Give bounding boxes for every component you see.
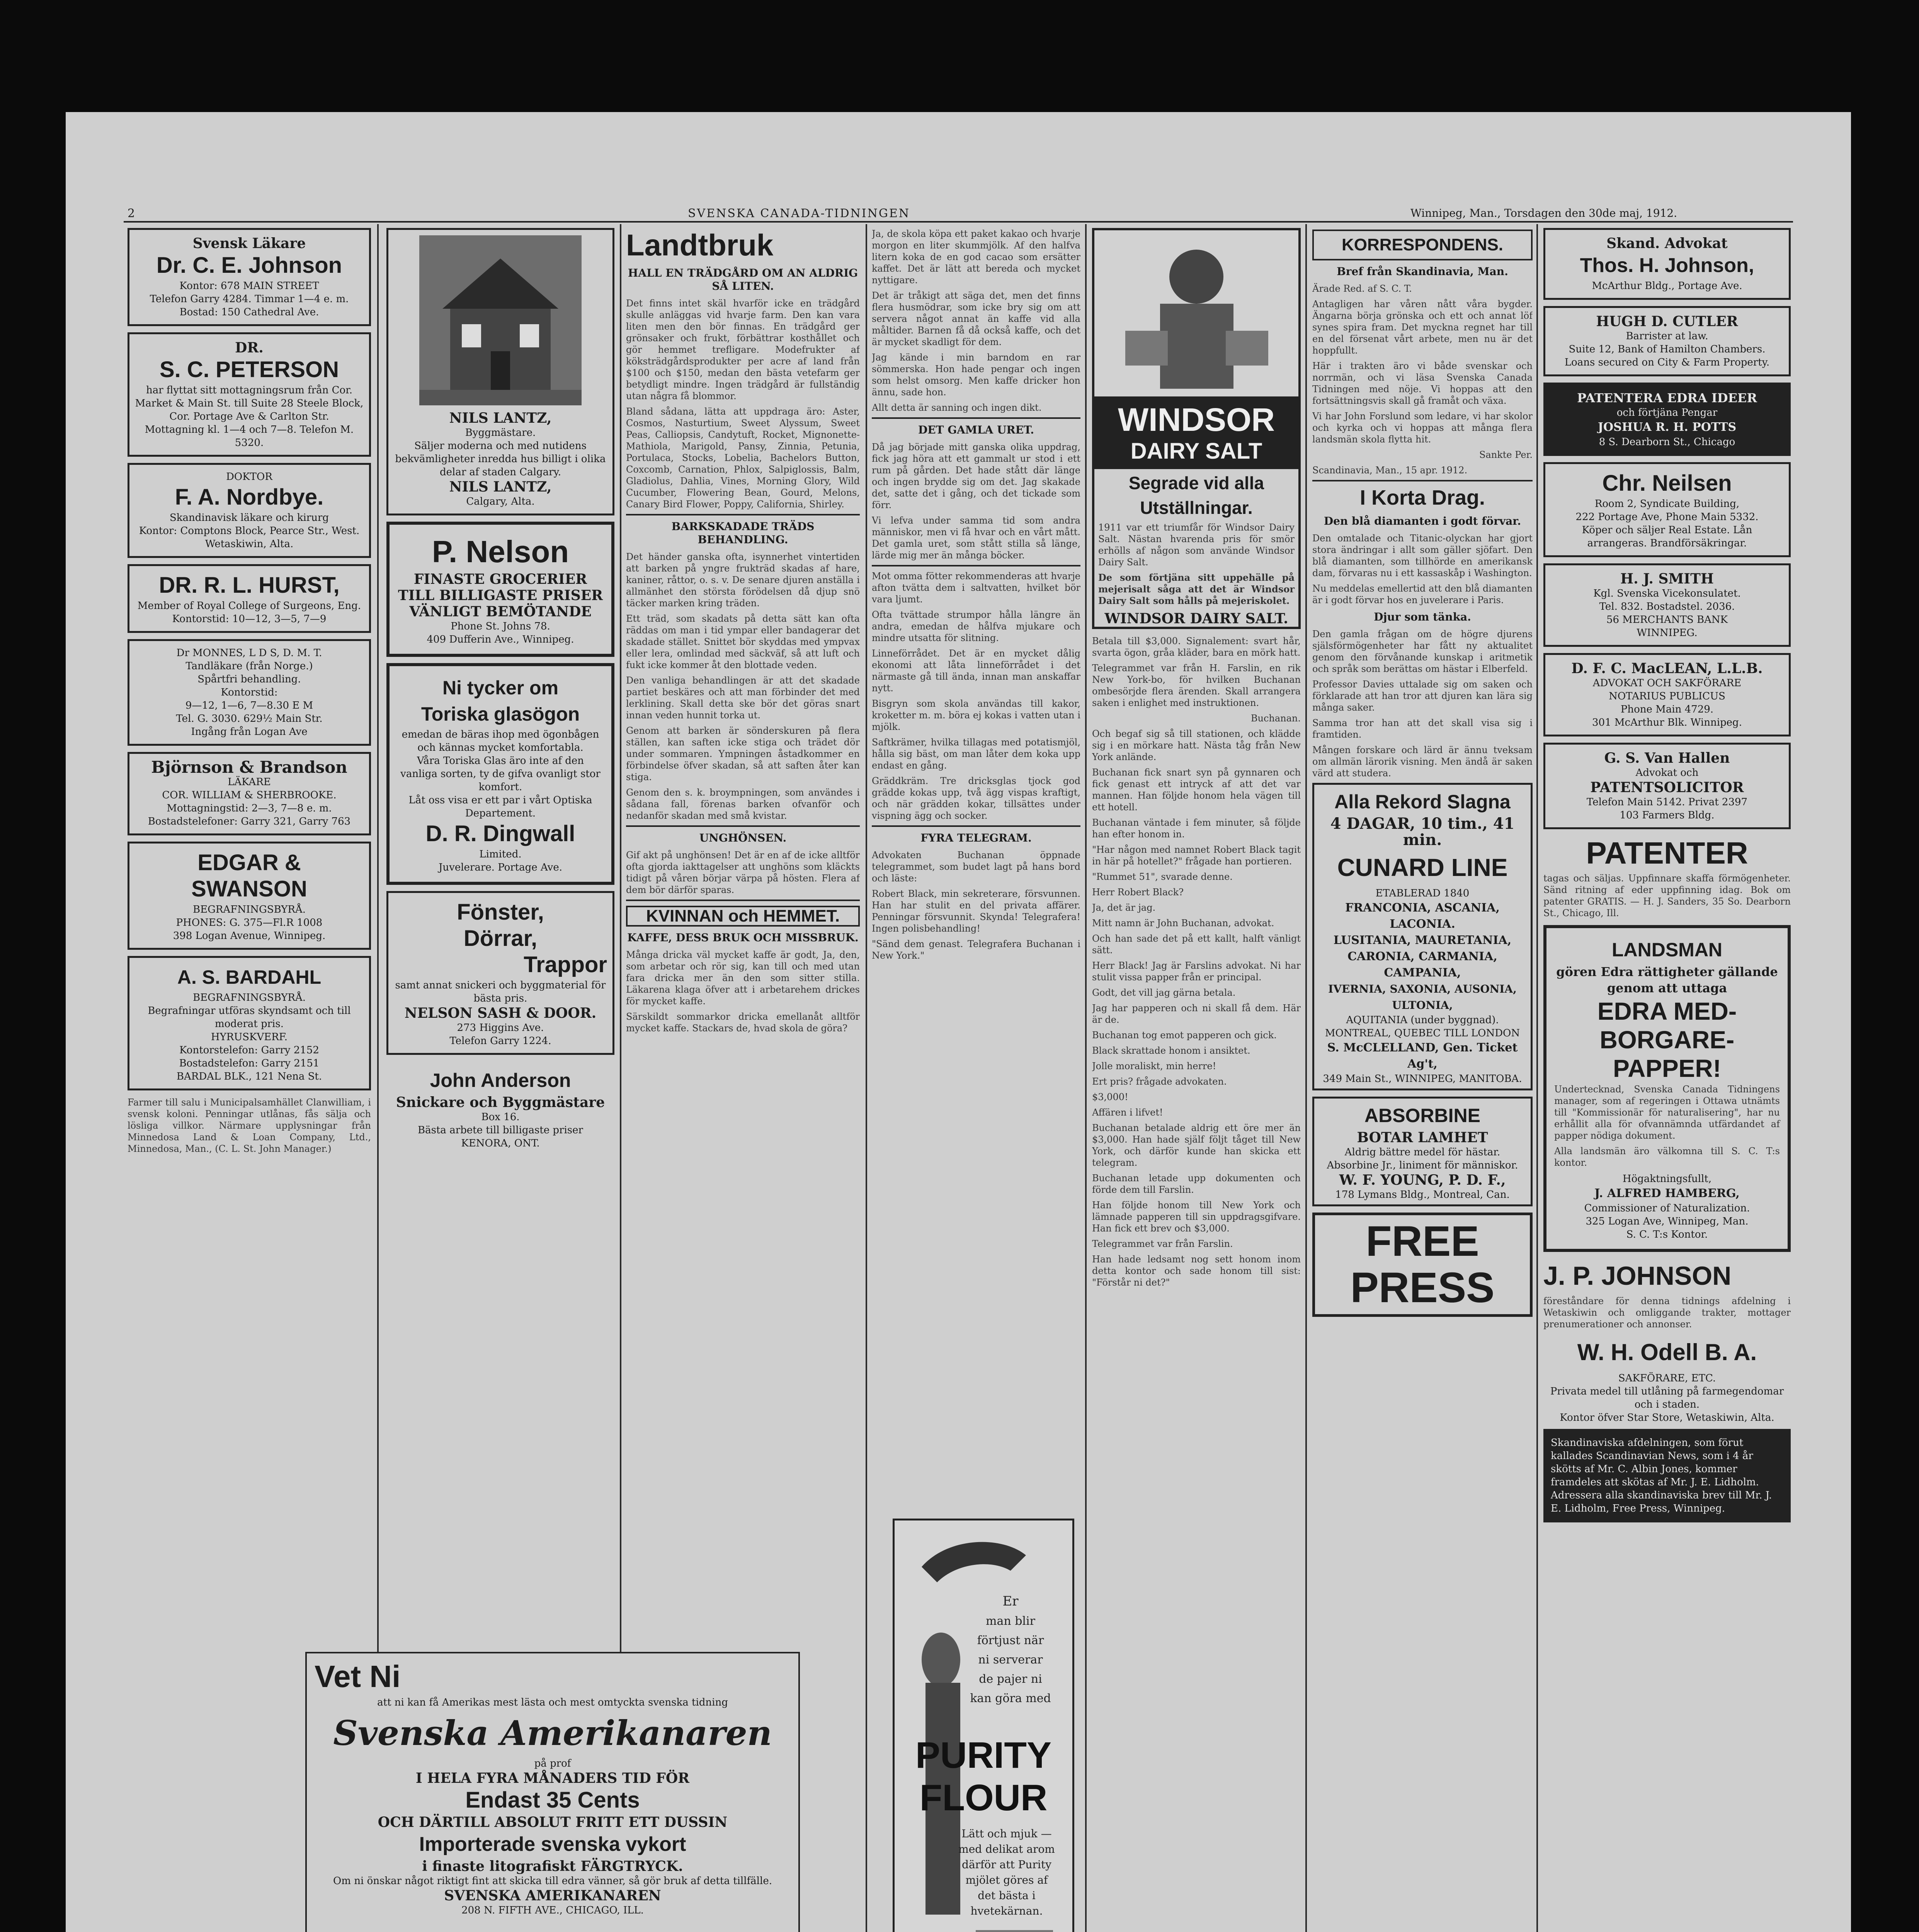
svg-text:hvetekärnan.: hvetekärnan. xyxy=(970,1905,1043,1917)
svg-text:Er: Er xyxy=(1002,1594,1019,1609)
ad-dingwall: Ni tycker om Toriska glasögon emedan de bäras ihop med ögonbågen och kännas mycket komfortabla. Våra Toriska Glas äro inte af den vanliga sorten, ty de gifva ovanligt stor komfort. Låt oss visa er ett par i vårt Optiska Departement. D. R. Dingwall Limited. Juvelerare. Portage Ave. xyxy=(386,663,614,885)
windsor-illustration xyxy=(1094,230,1298,396)
column-6: KORRESPONDENS. Bref från Skandinavia, Man. Ärade Red. af S. C. T. Antagligen har våren nått våra bygder. Ängarna börja grönska och ett och annat löf synes spira fram. Det myckna regnet har till en del försenat vårt arbete, men nu är det hoppfullt. Här i trakten äro vi både svenskar och norrmän, och vi läsa Svenska Canada Tidningen med nöje. Vi hoppas att den fortsättningsvis skall gå framåt och växa. Vi har John Forslund som ledare, vi har skolor och kyrka och vi hoppas att många flera landsmän skola flytta hit. Sankte Per. Scandinavia, Man., 15 apr. 1912. I Korta Drag. Den blå diamanten i godt förvar. Den omtalade och Titanic-olyckan har gjort stora ändringar i allt som gäller sjöfart. Den blå diamanten, som tillhörde en amerikansk dam, förvaras nu i ett kassaskåp i Washington. Nu meddelas emellertid att den blå diamanten är i godt förvar hos en juvelerare i Paris. Djur som tänka. Den gamla frågan om de högre djurens själsförmögenheter har fått ny aktualitet genom den förvånande kunskap i aritmetik och språk som berättas om hästar i Elberfeld. Professor Davies uttalade sig om saken och förklarade att han tror att djuren kan lära sig många saker. Samma tror han att det skall visa sig i framtiden. Mången forskare och lärd är ännu tveksam om allmän lärorik visning. Men ändå är saken värd att studera. Alla Rekord Slagna 4 DAGAR, 10 tim., 41 min. CUNARD LINE ETABLERAD 1840 FRANCONIA, ASCANIA, LACONIA. LUSITANIA, MAURETANIA, CARONIA, CARMANIA, CAMPANIA, IVERNIA, SAXONIA, AUSONIA, ULTONIA, AQUITANIA (under byggnad). MONTREAL, QUEBEC TILL LONDON S. McCLELLAND, Gen. Ticket Ag't, 349 Main St., WINNIPEG, MANITOBA. ABSORBINE BOTAR LAMHET Aldrig bättre medel för hästar. Absorbine Jr., liniment för människor. W. F. YOUNG, P. D. F., 178 Lymans Bldg., Montreal, Can. FREE PRESS xyxy=(1312,228,1533,1932)
ad-bjornson-brandson: Björnson & Brandson LÄKARE COR. WILLIAM & SHERBROOKE. Mottagningstid: 2—3, 7—8 e. m. Bostadstelefoner: Garry 321, Garry 763 xyxy=(128,752,371,835)
ad-svenska-amerikanaren: Vet Ni att ni kan få Amerikas mest lästa och mest omtyckta svenska tidning Svenska Amerikanaren på prof I HELA FYRA MÅNADERS TID FÖR Endast 35 Cents OCH DÄRTILL ABSOLUT FRITT ETT DUSSIN Importerade svenska vykort i finaste litografiskt FÄRGTRYCK. Om ni önskar något riktigt fint att skicka till edra vänner, så gör bruk af detta tillfälle. SVENSKA AMERIKANAREN 208 N. FIFTH AVE., CHICAGO, ILL. xyxy=(305,1652,800,1932)
svg-text:Lätt och mjuk —: Lätt och mjuk — xyxy=(961,1827,1052,1840)
ad-johnson-doctor: Svensk Läkare Dr. C. E. Johnson Kontor: 678 MAIN STREET Telefon Garry 4284. Timmar 1—4 e. m. Bostad: 150 Cathedral Ave. xyxy=(128,228,371,326)
house-illustration xyxy=(419,235,582,405)
ad-john-anderson: John Anderson Snickare och Byggmästare Box 16. Bästa arbete till billigaste priser KENORA, ONT. xyxy=(396,1070,605,1149)
ad-hurst: DR. R. L. HURST, Member of Royal College of Surgeons, Eng. Kontorstid: 10—12, 3—5, 7—9 xyxy=(128,564,371,633)
svg-text:ni serverar: ni serverar xyxy=(978,1653,1043,1667)
ad-monnes-dentist: Dr MONNES, L D S, D. M. T. Tandläkare (från Norge.) Spårtfri behandling. Kontorstid: 9—12, 1—6, 7—8.30 E M Tel. G. 3030. 629½ Main Str. Ingång från Logan Ave xyxy=(128,639,371,746)
ad-potts-patents: PATENTERA EDRA IDEER och förtjäna Pengar JOSHUA R. H. POTTS 8 S. Dearborn St., Chicago xyxy=(1543,383,1791,456)
svg-text:mjölet göres af: mjölet göres af xyxy=(965,1874,1048,1886)
ad-absorbine: ABSORBINE BOTAR LAMHET Aldrig bättre medel för hästar. Absorbine Jr., liniment för människor. W. F. YOUNG, P. D. F., 178 Lymans Bldg., Montreal, Can. xyxy=(1312,1097,1533,1206)
ad-smith-consulate: H. J. SMITH Kgl. Svenska Vicekonsulatet. Tel. 832. Bostadstel. 2036. 56 MERCHANTS BANK WINNIPEG. xyxy=(1543,563,1791,647)
ad-van-hallen: G. S. Van Hallen Advokat och PATENTSOLICITOR Telefon Main 5142. Privat 2397 103 Farmers Bldg. xyxy=(1543,743,1791,829)
ad-free-press: FREE PRESS xyxy=(1312,1213,1533,1317)
ad-purity-flour xyxy=(893,1519,1074,1932)
masthead: SVENSKA CANADA-TIDNINGEN xyxy=(688,207,910,220)
ad-nils-lantz: NILS LANTZ, Byggmästare. Säljer moderna och med nutidens bekvämligheter inredda hus billigt i olika delar af staden Calgary. NILS LANTZ, Calgary, Alta. xyxy=(386,228,614,515)
ad-p-nelson: P. Nelson FINASTE GROCERIER TILL BILLIGASTE PRISER VÄNLIGT BEMÖTANDE Phone St. Johns 78. 409 Dufferin Ave., Winnipeg. xyxy=(386,522,614,657)
ad-edgar-swanson: EDGAR & SWANSON BEGRAFNINGSBYRÅ. PHONES: G. 375—Fl.R 1008 398 Logan Avenue, Winnipeg. xyxy=(128,842,371,950)
ad-bardahl: A. S. BARDAHL BEGRAFNINGSBYRÅ. Begrafningar utföras skyndsamt och till moderat pris. HYRUSKVERF. Kontorstelefon: Garry 2152 Bostadstelefon: Garry 2151 BARDAL BLK., 121 Nena St. xyxy=(128,956,371,1090)
svg-text:med delikat arom: med delikat arom xyxy=(958,1843,1055,1855)
section-heading-landtbruk: Landtbruk xyxy=(626,228,774,262)
ad-fonster-dorrar: Fönster, Dörrar, Trappor samt annat snickeri och byggmaterial för bästa pris. NELSON SASH & DOOR. 273 Higgins Ave. Telefon Garry 1224. xyxy=(386,891,614,1055)
svg-text:det bästa i: det bästa i xyxy=(978,1889,1036,1902)
svg-text:FLOUR: FLOUR xyxy=(919,1777,1048,1818)
ad-neilsen: Chr. Neilsen Room 2, Syndicate Building, 222 Portage Ave, Phone Main 5332. Köper och säljer Real Estate. Lån arrangeras. Brandförsäkringar. xyxy=(1543,462,1791,557)
ad-nordbye: DOKTOR F. A. Nordbye. Skandinavisk läkare och kirurg Kontor: Comptons Block, Pearce Str., West. Wetaskiwin, Alta. xyxy=(128,463,371,558)
ad-cunard-line: Alla Rekord Slagna 4 DAGAR, 10 tim., 41 min. CUNARD LINE ETABLERAD 1840 FRANCONIA, ASCANIA, LACONIA. LUSITANIA, MAURETANIA, CARONIA, CARMANIA, CAMPANIA, IVERNIA, SAXONIA, AUSONIA, ULTONIA, AQUITANIA (under byggnad). MONTREAL, QUEBEC TILL LONDON S. McCLELLAND, Gen. Ticket Ag't, 349 Main St., WINNIPEG, MANITOBA. xyxy=(1312,783,1533,1090)
ad-cutler: HUGH D. CUTLER Barrister at law. Suite 12, Bank of Hamilton Chambers. Loans secured on City & Farm Property. xyxy=(1543,306,1791,376)
svg-text:de pajer ni: de pajer ni xyxy=(979,1672,1042,1686)
ad-odell: W. H. Odell B. A. SAKFÖRARE, ETC. Privata medel till utlåning på farmegendomar och i staden. Kontor öfver Star Store, Wetaskiwin, Alta. xyxy=(1550,1339,1784,1423)
ad-maclean: D. F. C. MacLEAN, L.L.B. ADVOKAT OCH SAKFÖRARE NOTARIUS PUBLICUS Phone Main 4729. 301 McArthur Blk. Winnipeg. xyxy=(1543,653,1791,736)
farmer-ad: Farmer till salu i Municipalsamhället Clanwilliam, i svensk koloni. Penningar utlånas, fås sälja och lösliga villkor. Närmare upplysningar från Minnedosa Land & Loan Company, Ltd., Minnedosa, Man., (C. L. St. John Manager.) xyxy=(128,1097,371,1154)
svg-text:förtjust när: förtjust när xyxy=(977,1634,1044,1647)
header-rule xyxy=(124,221,1793,223)
svg-text:därför att Purity: därför att Purity xyxy=(962,1858,1051,1871)
ad-peterson: DR. S. C. PETERSON har flyttat sitt mottagningsrum från Cor. Market & Main St. till Suite 28 Steele Block, Cor. Portage Ave & Carlton Str. Mottagning kl. 1—4 och 7—8. Telefon M. 5320. xyxy=(128,332,371,457)
section-heading-korrespondens: KORRESPONDENS. xyxy=(1312,230,1533,260)
ad-jp-johnson: J. P. JOHNSON föreståndare för denna tidnings afdelning i Wetaskiwin och omliggande trakter, mottager prenumerationer och annonser. xyxy=(1543,1261,1791,1330)
page-number: 2 xyxy=(128,207,136,220)
svg-text:kan göra med: kan göra med xyxy=(970,1692,1051,1705)
ad-landsman: LANDSMAN gören Edra rättigheter gällande genom att uttaga EDRA MED- BORGARE- PAPPER! Undertecknad, Svenska Canada Tidningens manager, som af regeringen i Ottawa utnämts till "Kommissionär för naturalisering", har nu erhållit alla för ofvannämnda utfärdandet af papper nödiga dokument. Alla landsmän äro välkomna till S. C. T:s kontor. Högaktningsfullt, J. ALFRED HAMBERG, Commissioner of Naturalization. 325 Logan Ave, Winnipeg, Man. S. C. T:s Kontor. xyxy=(1543,925,1791,1252)
purity-flour-illustration xyxy=(895,1520,1072,1932)
column-2 xyxy=(386,228,614,1642)
column-4: Ja, de skola köpa ett paket kakao och hvarje morgon en liter skummjölk. Af den halfva litern koka de en god cacao som ersätter kaffet. Det är lätt att bereda och mycket nyttigare. Det är tråkigt att säga det, men det finns flera husmödrar, som icke bry sig om att servera något annat än kaffe vid alla måltider. Barnen få då också kaffe, och det är mycket skadligt för dem. Jag kände i min barndom en rar sömmerska. Hon hade pengar och ingen som helst omsorg. Men kaffe dricker hon ännu, sade hon. Allt detta är sanning och ingen dikt. DET GAMLA URET. Då jag började mitt ganska olika uppdrag, fick jag höra att ett gammalt ur stod i ett rum på gården. Det hade stått där länge och ingen brydde sig om det. Jag skakade det, satte det i gång, och det tickade som förr. Vi lefva under samma tid som andra människor, men vi få hvar och en vårt mått. Det gamla uret, som stått stilla så länge, lärde mig mer än många böcker. Mot omma fötter rekommenderas att hvarje afton tvätta dem i saltvatten, hvilket bör vara ljumt. Ofta tvättade strumpor hålla längre än andra, emedan de hålfva mjukare och mindre utsatta för slitning. Linneförrådet. Det är en mycket dålig ekonomi att låta linneförrådet i det närmaste gå till ända, innan man anskaffar nytt. Bisgryn som skola användas till kakor, kroketter m. m. böra ej kokas i vatten utan i mjölk. Saftkrämer, hvilka tillagas med potatismjöl, hålla sig bäst, om man låter dem koka upp endast en gång. Gräddkräm. Tre dricksglas tjock god grädde kokas upp, två ägg vispas kraftigt, och när grädden kokar, tillsättes under vispning ägg och socker. FYRA TELEGRAM. Advokaten Buchanan öppnade telegrammet, som budet lagt på hans bord och läste: Robert Black, min sekreterare, försvunnen. Han har stulit en del privata affärer. Penningar försvunnit. Skynda! Telegrafera! Ingen polisbehandling! "Sänd dem genast. Telegrafera Buchanan i New York." xyxy=(872,228,1080,961)
ad-thos-johnson: Skand. Advokat Thos. H. Johnson, McArthur Bldg., Portage Ave. xyxy=(1543,228,1791,300)
column-7 xyxy=(1543,228,1791,1932)
dateline: Winnipeg, Man., Torsdagen den 30de maj, 1912. xyxy=(1410,207,1677,219)
svg-text:man blir: man blir xyxy=(986,1614,1035,1628)
ad-windsor-salt: WINDSOR DAIRY SALT Segrade vid alla Utställningar. 1911 var ett triumfår för Windsor Dairy Salt. Nästan hvarenda pris för smör erhölls af någon som använde Windsor Dairy Salt. De som förtjäna sitt uppehälle på mejerisalt såga att det är Windsor Dairy Salt som hålls på mejeriskolet. WINDSOR DAIRY SALT. xyxy=(1092,228,1301,629)
ad-lidholm: Skandinaviska afdelningen, som förut kallades Scandinavian News, som i 4 år skötts af Mr. C. Albin Jones, kommer framdeles att skötas af Mr. J. E. Lidholm. Adressera alla skandinaviska brev till Mr. J. E. Lidholm, Free Press, Winnipeg. xyxy=(1543,1429,1791,1522)
ad-patenter: PATENTER tagas och säljas. Uppfinnare skaffa förmögenheter. Sänd ritning af eder uppfinning idag. Bok om patenter GRATIS. — H. J. Sanders, 35 So. Dearborn St., Chicago, Ill. xyxy=(1543,836,1791,918)
column-5: WINDSOR DAIRY SALT Segrade vid alla Utställningar. 1911 var ett triumfår för Windsor Dairy Salt. Nästan hvarenda pris för smör erhölls af någon som använde Windsor Dairy Salt. De som förtjäna sitt uppehälle på mejerisalt såga att det är Windsor Dairy Salt som hålls på mejeriskolet. WINDSOR DAIRY SALT. Betala till $3,000. Signalement: svart hår, svarta ögon, gråa kläder, bara en mörk hatt. Telegrammet var från H. Farslin, en rik New York-bo, för hvilken Buchanan ombesörjde flera ärenden. Skall arrangera saken i enlighet med instruktionen. Buchanan. Och begaf sig så till stationen, och klädde sig i en mörkare hatt. Nästa tåg från New York anlände. Buchanan fick snart syn på gynnaren och fick genast ett intryck af att det var mannen. Han följde honom hela vägen till ett hotell. Buchanan väntade i fem minuter, så följde han efter honom in. "Har någon med namnet Robert Black tagit in här på hotellet?" frågade han portieren. "Rummet 51", svarade denne. Herr Robert Black? Ja, det är jag. Mitt namn är John Buchanan, advokat. Och han sade det på ett kallt, halft vänligt sätt. Herr Black! Jag är Farslins advokat. Ni har stulit vissa papper från er principal. Godt, det vill jag gärna betala. Jag har papperen och ni skall få dem. Här är de. Buchanan tog emot papperen och gick. Black skrattade honom i ansiktet. Jolle moraliskt, min herre! Ert pris? frågade advokaten. $3,000! Affären i lifvet! Buchanan betalade aldrig ett öre mer än $3,000. Han hade själf följt tåget till New York, och därför kunde han skicka ett telegram. Buchanan letade upp dokumenten och förde dem till Farslin. Han följde honom till New York och lämnade papperen till sin uppdragsgifvare. Han fick ett brev och $3,000. Telegrammet var från Farslin. Han hade ledsamt nog sett honom inom detta kontor och sade honom till sist: "Förstår ni det?" xyxy=(1092,228,1301,1932)
column-3: Landtbruk HALL EN TRÄDGÅRD OM AN ALDRIG SÅ LITEN. Det finns intet skäl hvarför icke en trädgård skulle anläggas vid hvarje farm. Den kan vara liten men den bör finnas. En trädgård ger grönsaker och frukt, förbättrar kosthållet och gör hemmet trefligare. Modefrukter af köksträdgårdsprodukter per acre af land från $100 och $150, medan den bästa vetefarm ger betydligt mindre. Ingen trädgård är fullständig utan några få blommor. Bland sådana, lätta att uppdraga äro: Aster, Cosmos, Nasturtium, Sweet Alyssum, Sweet Peas, Calliopsis, Candytuft, Rocket, Mignonette-Mathiola, Marigold, Pansy, Zinnia, Petunia, Portulaca, Stocks, Lobelia, Bachelors Button, Coxcomb, Carnation, Phlox, Salpiglossis, Balm, Gladiolus, Dahlia, Vines, Morning Glory, Wild Cucumber, Flowering Bean, Gourd, Melons, Canary Bird Flower, Poppy, California, Shirley. BARKSKADADE TRÄDS BEHANDLING. Det händer ganska ofta, isynnerhet vintertiden att barken på yngre frukträd skadas af hare, kaniner, råttor, o. s. v. De senare djuren anställa i allmänhet den största förödelsen då djup snö täcker marken kring träden. Ett träd, som skadats på detta sätt kan ofta räddas om man i tid ympar eller bandagerar det skadade stället. Snittet bör skyddas med ympvax eller lera, omlindad med säckväf, så att luft och fukt icke kommer åt den blottade veden. Den vanliga behandlingen är att det skadade partiet beskäres och att man förbinder det med lerklining. Skall detta ske bör det göras snart innan veden hunnit torka ut. Genom att barken är sönderskuren på flera ställen, kan saften icke stiga och trädet dör under sommaren. Ympningen åstadkommer en förbindelse öfver skadan, så att saften åter kan stiga. Genom den s. k. broympningen, som användes i sådana fall, förenas barken ofvanför och nedanför skadan med små kvistar. UNGHÖNSEN. Gif akt på unghönsen! Det är en af de icke alltför ofta gjorda iakttagelser att unghöns som kläckts tidigt på våren börjar värpa på hösten. Flera af dem bör därför sparas. KVINNAN och HEMMET. KAFFE, DESS BRUK OCH MISSBRUK. Många dricka väl mycket kaffe är godt, Ja, den, som arbetar och rör sig, kan till och med utan fara dricka mer än den som sitter stilla. Läkarena klaga öfver att i arbetarehem drickes för mycket kaffe. Särskildt sommarkor dricka emellanåt alltför mycket kaffe. Stackars de, hvad skola de göra? xyxy=(626,228,860,1034)
newspaper-page xyxy=(66,112,1851,1932)
svg-text:PURITY: PURITY xyxy=(915,1735,1052,1776)
